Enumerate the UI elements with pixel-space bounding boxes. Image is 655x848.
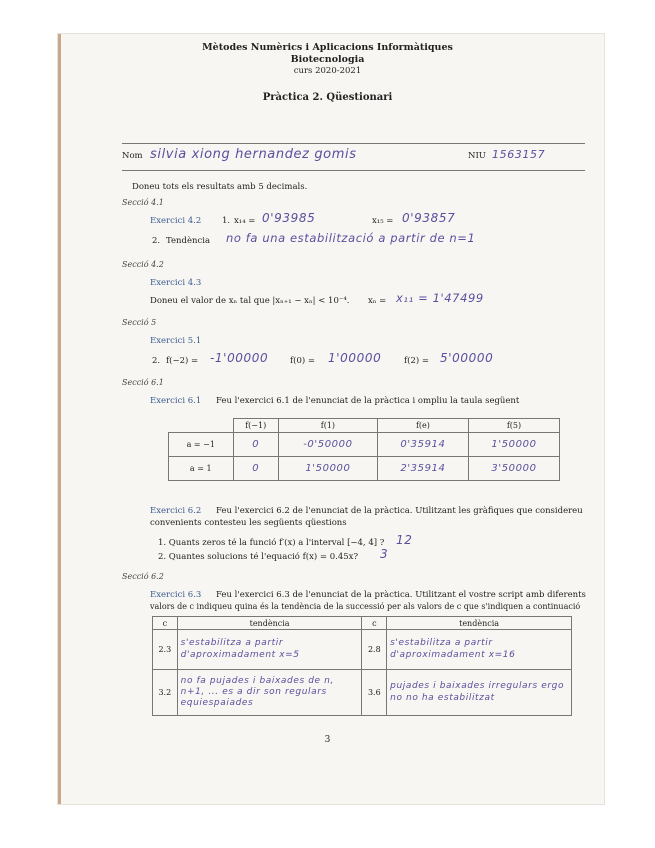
fm2-label: f(−2) = xyxy=(166,356,199,366)
page-number: 3 xyxy=(324,735,331,745)
section-6-2: Secció 6.2 xyxy=(122,572,164,581)
section-4-2: Secció 4.2 xyxy=(122,260,164,269)
question-1: 1. Quants zeros té la funció f′(x) a l'interval [−4, 4] ? xyxy=(158,538,385,548)
table-cell: 0 xyxy=(233,457,278,481)
c-value: 3.2 xyxy=(153,670,178,716)
table-6-3-header: tendència xyxy=(387,617,572,630)
c-value: 2.8 xyxy=(362,630,387,670)
row-label: a = 1 xyxy=(169,457,234,481)
table-6-1-corner xyxy=(169,419,234,433)
table-6-1 xyxy=(168,418,560,481)
practice-title: Pràctica 2. Qüestionari xyxy=(262,92,393,103)
x15-value: 0'93857 xyxy=(402,211,456,225)
doc-subject: Biotecnologia xyxy=(290,54,365,65)
xn-label: xₙ = xyxy=(368,296,387,306)
table-cell: 2'35914 xyxy=(377,457,468,481)
rule-bottom xyxy=(122,170,585,171)
table-6-3 xyxy=(152,616,572,716)
table-6-3-header: c xyxy=(153,617,178,630)
ex-6-1-text: Feu l'exercici 6.1 de l'enunciat de la pràctica i ompliu la taula següent xyxy=(216,396,520,406)
x14-label: x₁₄ = xyxy=(234,216,256,226)
table-6-1-header: f(5) xyxy=(468,419,559,433)
table-cell: -0'50000 xyxy=(278,433,377,457)
doc-title: Mètodes Numèrics i Aplicacions Informàtiques xyxy=(202,42,453,53)
table-row xyxy=(153,670,572,716)
table-cell: 1'50000 xyxy=(468,433,559,457)
table-cell: s'estabilitza a partir d'aproximadament x=16 xyxy=(387,630,572,670)
exercise-6-2: Exercici 6.2 xyxy=(150,506,202,516)
table-6-3-header: tendència xyxy=(177,617,362,630)
tendencia-value: no fa una estabilització a partir de n=1 xyxy=(226,231,476,245)
item-5-2: 2. xyxy=(152,356,161,366)
c-value: 2.3 xyxy=(153,630,178,670)
answer-1: 12 xyxy=(396,533,413,547)
item-2: 2. xyxy=(152,236,161,246)
row-label: a = −1 xyxy=(169,433,234,457)
f2-label: f(2) = xyxy=(404,356,430,366)
exercise-6-3: Exercici 6.3 xyxy=(150,590,202,600)
rule-top xyxy=(122,143,585,144)
ex-4-3-text: Doneu el valor de xₙ tal que |xₙ₊₁ − xₙ| < 10⁻⁴. xyxy=(150,296,350,306)
xn-value: x₁₁ = 1'47499 xyxy=(396,291,484,305)
section-4-1: Secció 4.1 xyxy=(122,198,164,207)
table-row xyxy=(153,630,572,670)
item-1: 1. xyxy=(222,216,231,226)
table-cell: pujades i baixades irregulars ergo no no ha estabilitzat xyxy=(387,670,572,716)
paper-edge xyxy=(58,34,61,804)
question-2: 2. Quantes solucions té l'equació f(x) = 0.45x? xyxy=(158,552,359,562)
tendencia-label: Tendència xyxy=(166,236,211,246)
table-6-3-header: c xyxy=(362,617,387,630)
table-cell: 1'50000 xyxy=(278,457,377,481)
table-6-1-header: f(−1) xyxy=(233,419,278,433)
ex-6-2-text-a: Feu l'exercici 6.2 de l'enunciat de la pràctica. Utilitzant les gràfiques que considereu xyxy=(216,506,583,516)
f0-label: f(0) = xyxy=(290,356,316,366)
niu-label: NIU xyxy=(468,151,486,161)
ex-6-3-text-b: valors de c indiqueu quina és la tendència de la successió per als valors de c que s'indiquen a continuació xyxy=(150,602,581,611)
niu-value: 1563157 xyxy=(492,148,546,161)
table-cell: 0 xyxy=(233,433,278,457)
x15-label: x₁₅ = xyxy=(372,216,394,226)
table-6-1-header: f(1) xyxy=(278,419,377,433)
table-cell: no fa pujades i baixades de n, n+1, ... es a dir son regulars equiespaiades xyxy=(177,670,362,716)
table-cell: 0'35914 xyxy=(377,433,468,457)
section-6-1: Secció 6.1 xyxy=(122,378,164,387)
f2-value: 5'00000 xyxy=(440,351,494,365)
ex-6-2-text-b: convenients contesteu les següents qüestions xyxy=(150,518,347,528)
table-6-1-header: f(e) xyxy=(377,419,468,433)
intro-text: Doneu tots els resultats amb 5 decimals. xyxy=(132,182,308,192)
nom-value: silvia xiong hernandez gomis xyxy=(150,147,357,162)
exercise-6-1: Exercici 6.1 xyxy=(150,396,202,406)
section-5: Secció 5 xyxy=(122,318,157,327)
table-cell: s'estabilitza a partir d'aproximadament x=5 xyxy=(177,630,362,670)
table-cell: 3'50000 xyxy=(468,457,559,481)
answer-2: 3 xyxy=(380,547,389,561)
c-value: 3.6 xyxy=(362,670,387,716)
ex-6-3-text-a: Feu l'exercici 6.3 de l'enunciat de la pràctica. Utilitzant el vostre script amb diferents xyxy=(216,590,586,600)
table-row xyxy=(169,433,560,457)
doc-year: curs 2020-2021 xyxy=(293,66,362,76)
exercise-4-3: Exercici 4.3 xyxy=(150,278,202,288)
fm2-value: -1'00000 xyxy=(210,351,269,365)
f0-value: 1'00000 xyxy=(328,351,382,365)
nom-label: Nom xyxy=(122,151,143,161)
exercise-4-2: Exercici 4.2 xyxy=(150,216,202,226)
x14-value: 0'93985 xyxy=(262,211,316,225)
exercise-5-1: Exercici 5.1 xyxy=(150,336,202,346)
table-row xyxy=(169,457,560,481)
